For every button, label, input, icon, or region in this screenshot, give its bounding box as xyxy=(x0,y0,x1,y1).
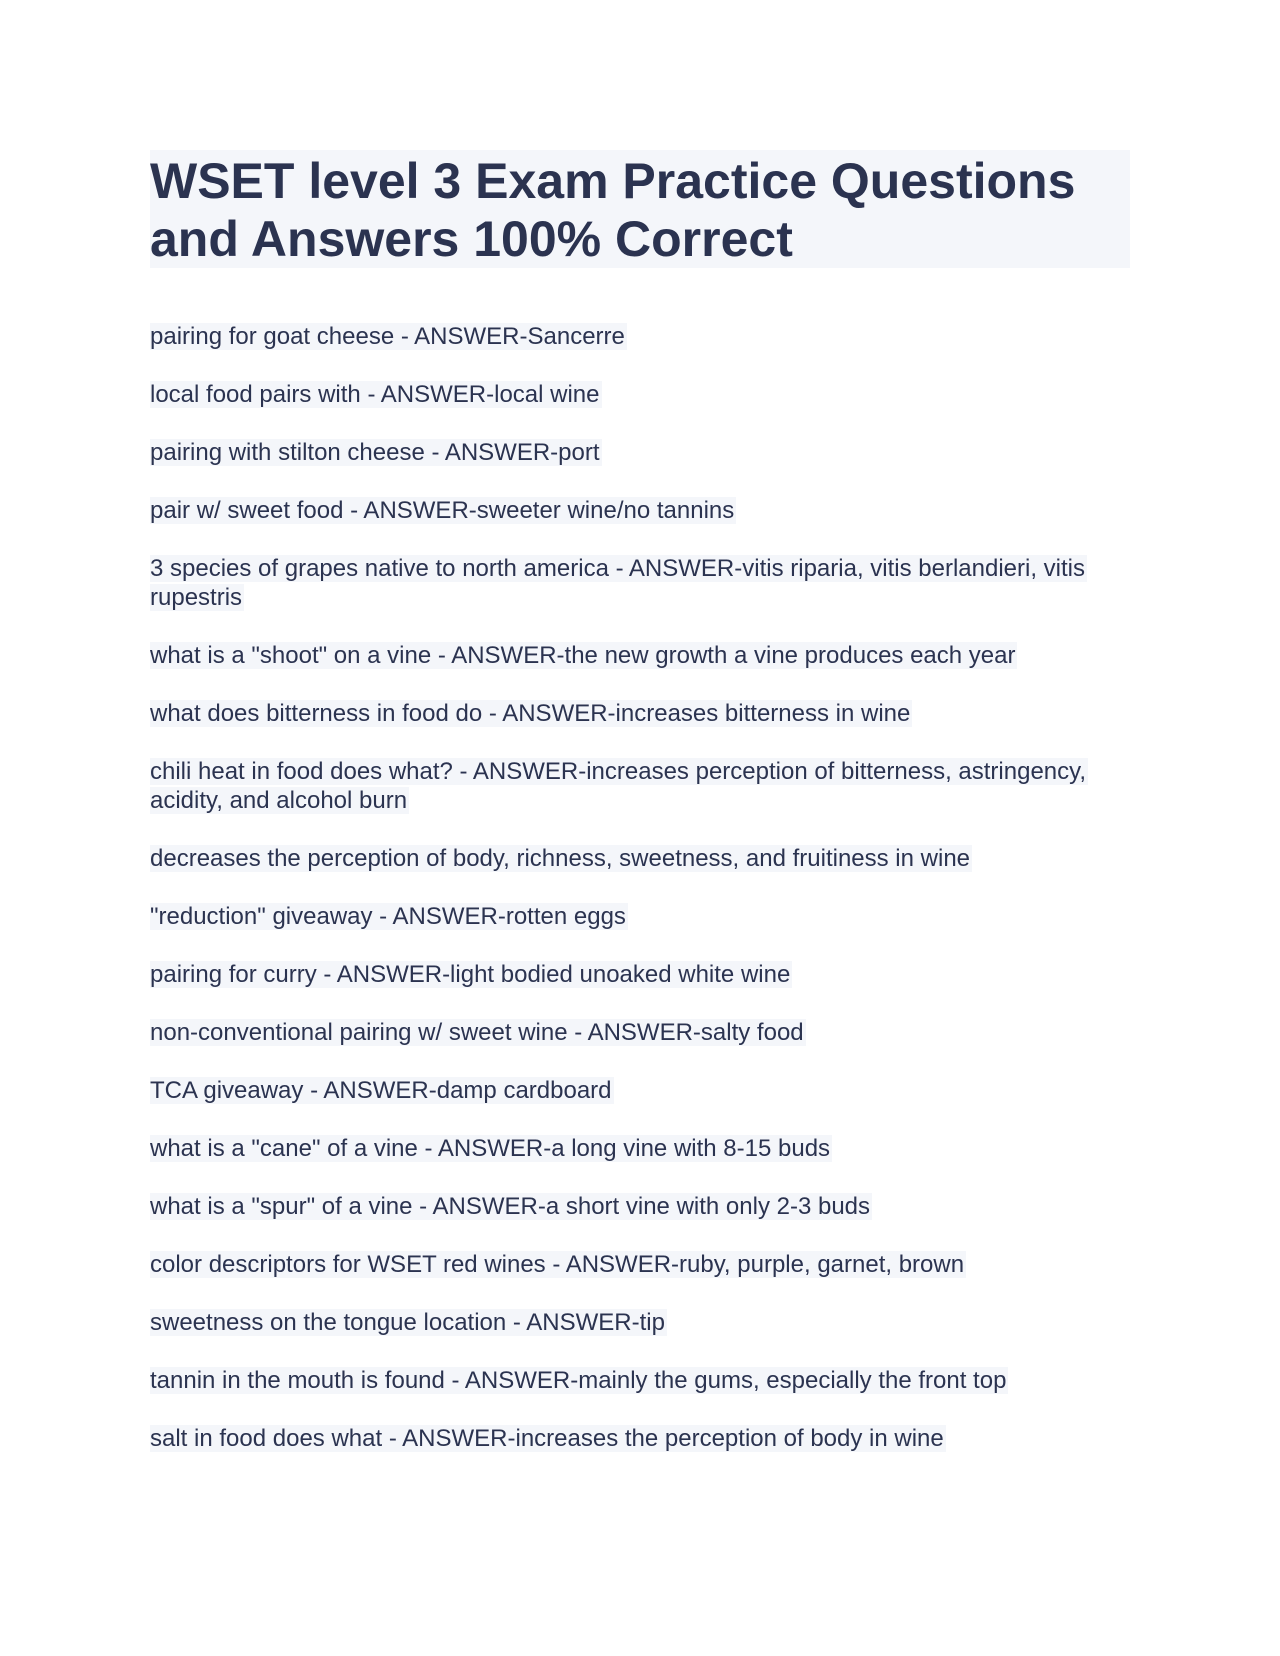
qa-item xyxy=(150,1366,1130,1395)
qa-text: pairing for goat cheese - ANSWER-Sancerre xyxy=(150,323,625,350)
qa-text: 3 species of grapes native to north america - ANSWER-vitis riparia, vitis berlandieri, vitis rupestris xyxy=(150,555,1086,611)
qa-text: tannin in the mouth is found - ANSWER-mainly the gums, especially the front top xyxy=(150,1367,1007,1394)
document-title: WSET level 3 Exam Practice Questions and Answers 100% Correct xyxy=(150,153,1076,267)
qa-item xyxy=(150,1250,1130,1279)
qa-item xyxy=(150,960,1130,989)
qa-text: pairing for curry - ANSWER-light bodied unoaked white wine xyxy=(150,961,791,988)
qa-item xyxy=(150,1076,1130,1105)
qa-text: chili heat in food does what? - ANSWER-increases perception of bitterness, astringency, acidity, and alcohol burn xyxy=(150,758,1087,814)
qa-item xyxy=(150,1308,1130,1337)
qa-item xyxy=(150,902,1130,931)
qa-text: what is a "shoot" on a vine - ANSWER-the new growth a vine produces each year xyxy=(150,642,1016,669)
document-page xyxy=(150,150,1130,1482)
qa-text: "reduction" giveaway - ANSWER-rotten eggs xyxy=(150,903,626,930)
qa-text: what does bitterness in food do - ANSWER-increases bitterness in wine xyxy=(150,700,911,727)
qa-text: sweetness on the tongue location - ANSWER-tip xyxy=(150,1309,665,1336)
qa-item xyxy=(150,554,1130,612)
qa-text: color descriptors for WSET red wines - ANSWER-ruby, purple, garnet, brown xyxy=(150,1251,965,1278)
qa-item xyxy=(150,641,1130,670)
qa-item xyxy=(150,1192,1130,1221)
qa-item xyxy=(150,322,1130,351)
qa-list xyxy=(150,322,1130,1453)
qa-text: what is a "cane" of a vine - ANSWER-a long vine with 8-15 buds xyxy=(150,1135,831,1162)
qa-item xyxy=(150,757,1130,815)
qa-item xyxy=(150,496,1130,525)
qa-text: local food pairs with - ANSWER-local wine xyxy=(150,381,600,408)
qa-text: what is a "spur" of a vine - ANSWER-a short vine with only 2-3 buds xyxy=(150,1193,871,1220)
qa-text: salt in food does what - ANSWER-increases the perception of body in wine xyxy=(150,1425,944,1452)
qa-item xyxy=(150,844,1130,873)
qa-text: pair w/ sweet food - ANSWER-sweeter wine/no tannins xyxy=(150,497,735,524)
qa-item xyxy=(150,1018,1130,1047)
title-block xyxy=(150,150,1130,268)
qa-item xyxy=(150,1424,1130,1453)
qa-item xyxy=(150,438,1130,467)
qa-text: decreases the perception of body, richness, sweetness, and fruitiness in wine xyxy=(150,845,971,872)
qa-item xyxy=(150,1134,1130,1163)
qa-item xyxy=(150,699,1130,728)
qa-item xyxy=(150,380,1130,409)
qa-text: pairing with stilton cheese - ANSWER-port xyxy=(150,439,600,466)
qa-text: TCA giveaway - ANSWER-damp cardboard xyxy=(150,1077,612,1104)
qa-text: non-conventional pairing w/ sweet wine - ANSWER-salty food xyxy=(150,1019,804,1046)
